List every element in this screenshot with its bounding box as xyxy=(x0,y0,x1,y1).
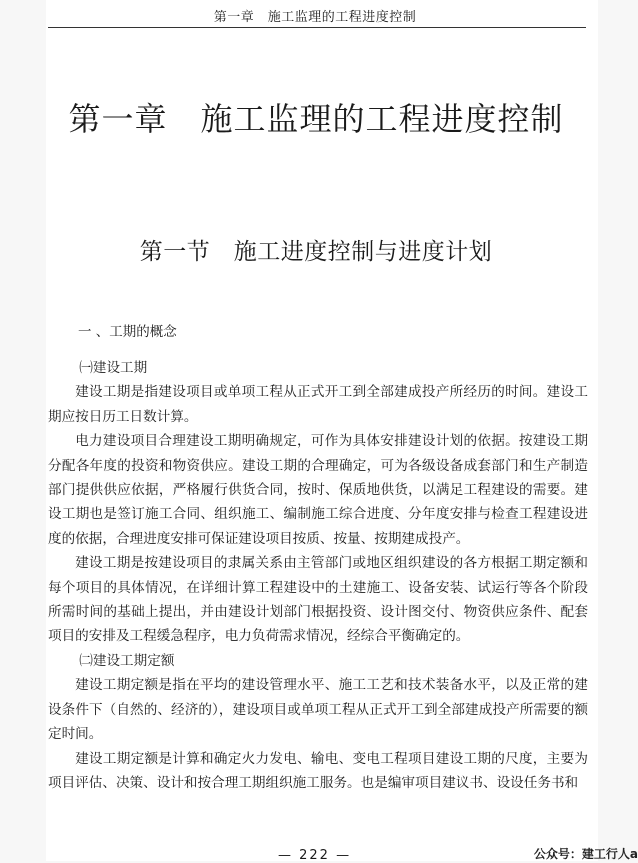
paragraph: 建设工期是指建设项目或单项工程从正式开工到全部建成投产所经历的时间。建设工期应按日历工日数计算。 xyxy=(48,384,588,425)
document-page xyxy=(46,0,598,861)
paragraph: 建设工期定额是指在平均的建设管理水平、施工工艺和技术装备水平，以及正常的建设条件下（自然的、经济的），建设项目或单项工程从正式开工到全部建成投产所需要的额定时间。 xyxy=(48,677,588,743)
section-title: 第一节 施工进度控制与进度计划 xyxy=(139,239,493,265)
item-heading-period-quota: ㈡建设工期定额 xyxy=(79,652,175,669)
watermark: 公众号：建工行人a xyxy=(533,847,638,861)
paragraph: 建设工期是按建设项目的隶属关系由主管部门或地区组织建设的各方根据工期定额和每个项目的具体情况，在详细计算工程建设中的土建施工、设备安装、试运行等各个阶段所需时间的基础上提出，并由建设计划部门根据投资、设计图交付、物资供应条件、配套项目的安排及工程缓急程序，电力负荷需求情况，经综合平衡确定的。 xyxy=(48,555,588,645)
page-number: — 222 — xyxy=(278,848,352,863)
body-text xyxy=(48,356,588,795)
item-heading-construction-period: ㈠建设工期 xyxy=(79,360,148,376)
header-rule xyxy=(48,27,586,28)
paragraph: 建设工期定额是计算和确定火力发电、输电、变电工程项目建设工期的尺度，主要为项目评估、决策、设计和按合理工期组织施工服务。也是编审项目建议书、设设任务书和 xyxy=(48,750,588,791)
running-header: 第一章 施工监理的工程进度控制 xyxy=(213,10,417,25)
chapter-title: 第一章 施工监理的工程进度控制 xyxy=(68,100,564,138)
subsection-heading: 一 、工期的概念 xyxy=(78,324,177,340)
paragraph: 电力建设项目合理建设工期明确规定，可作为具体安排建设计划的依据。按建设工期分配各年度的投资和物资供应。建设工期的合理确定，可为各级设备成套部门和生产制造部门提供供应依据，严格履行供货合同，按时、保质地供货，以满足工程建设的需要。建设工期也是签订施工合同、组织施工、编制施工综合进度、分年度安排与检查工程建设进度的依据，合理进度安排可保证建设项目按质、按量、按期建成投产。 xyxy=(48,433,588,547)
